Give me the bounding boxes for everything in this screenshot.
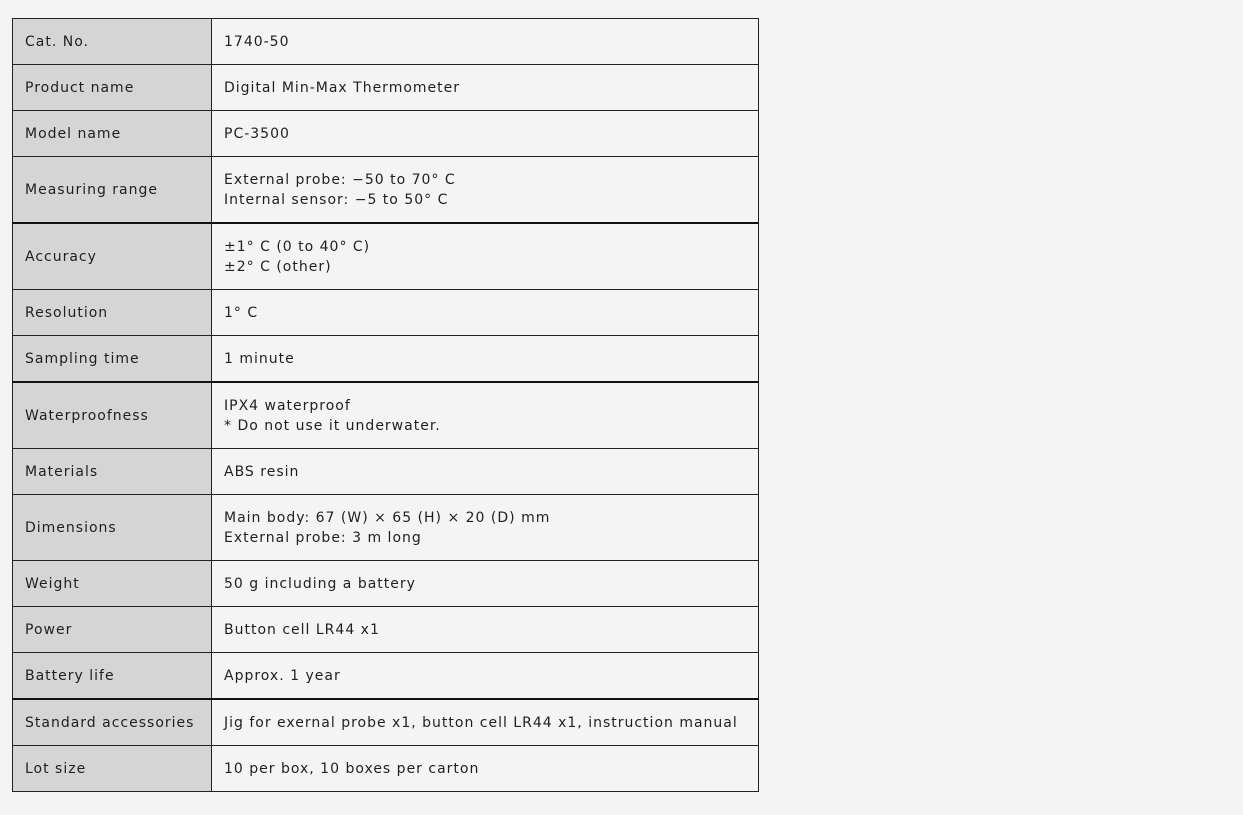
row-label: Resolution: [13, 290, 212, 336]
row-value: [212, 65, 759, 111]
value-line: 1° C: [224, 304, 259, 321]
row-label: Weight: [13, 561, 212, 607]
row-label: Product name: [13, 65, 212, 111]
spec-table-body: [13, 19, 759, 792]
table-row: [13, 336, 759, 383]
row-label: Materials: [13, 449, 212, 495]
table-row: [13, 449, 759, 495]
row-value: [212, 653, 759, 700]
table-row: [13, 653, 759, 700]
value-line: IPX4 waterproof: [224, 397, 351, 414]
row-label: Waterproofness: [13, 382, 212, 449]
row-label: Lot size: [13, 746, 212, 792]
row-label: Measuring range: [13, 157, 212, 224]
value-line: * Do not use it underwater.: [224, 417, 441, 434]
value-line: 10 per box, 10 boxes per carton: [224, 760, 480, 777]
value-line: ABS resin: [224, 463, 300, 480]
value-line: PC-3500: [224, 125, 290, 142]
table-row: [13, 607, 759, 653]
row-label: Cat. No.: [13, 19, 212, 65]
table-row: [13, 290, 759, 336]
row-label: Standard accessories: [13, 699, 212, 746]
row-value: [212, 382, 759, 449]
row-value: [212, 746, 759, 792]
value-line: Jig for exernal probe x1, button cell LR44 x1, instruction manual: [224, 714, 738, 731]
value-line: Approx. 1 year: [224, 667, 341, 684]
table-row: [13, 157, 759, 224]
row-value: [212, 495, 759, 561]
value-line: Main body: 67 (W) × 65 (H) × 20 (D) mm: [224, 509, 551, 526]
spec-table: [12, 18, 759, 792]
table-row: [13, 699, 759, 746]
value-line: Internal sensor: −5 to 50° C: [224, 191, 449, 208]
table-row: [13, 223, 759, 290]
row-value: [212, 336, 759, 383]
row-label: Battery life: [13, 653, 212, 700]
table-row: [13, 495, 759, 561]
row-value: [212, 561, 759, 607]
value-line: 50 g including a battery: [224, 575, 416, 592]
value-line: 1740-50: [224, 33, 290, 50]
value-line: 1 minute: [224, 350, 295, 367]
row-value: [212, 157, 759, 224]
value-line: ±1° C (0 to 40° C): [224, 238, 371, 255]
table-row: [13, 65, 759, 111]
value-line: Button cell LR44 x1: [224, 621, 380, 638]
row-value: [212, 19, 759, 65]
row-label: Model name: [13, 111, 212, 157]
table-row: [13, 111, 759, 157]
table-row: [13, 561, 759, 607]
table-row: [13, 382, 759, 449]
table-row: [13, 746, 759, 792]
row-value: [212, 449, 759, 495]
row-label: Dimensions: [13, 495, 212, 561]
row-value: [212, 111, 759, 157]
row-value: [212, 223, 759, 290]
value-line: ±2° C (other): [224, 258, 332, 275]
value-line: Digital Min-Max Thermometer: [224, 79, 461, 96]
table-row: [13, 19, 759, 65]
row-label: Accuracy: [13, 223, 212, 290]
row-value: [212, 699, 759, 746]
row-label: Power: [13, 607, 212, 653]
value-line: External probe: −50 to 70° C: [224, 171, 456, 188]
row-label: Sampling time: [13, 336, 212, 383]
value-line: External probe: 3 m long: [224, 529, 422, 546]
row-value: [212, 607, 759, 653]
row-value: [212, 290, 759, 336]
